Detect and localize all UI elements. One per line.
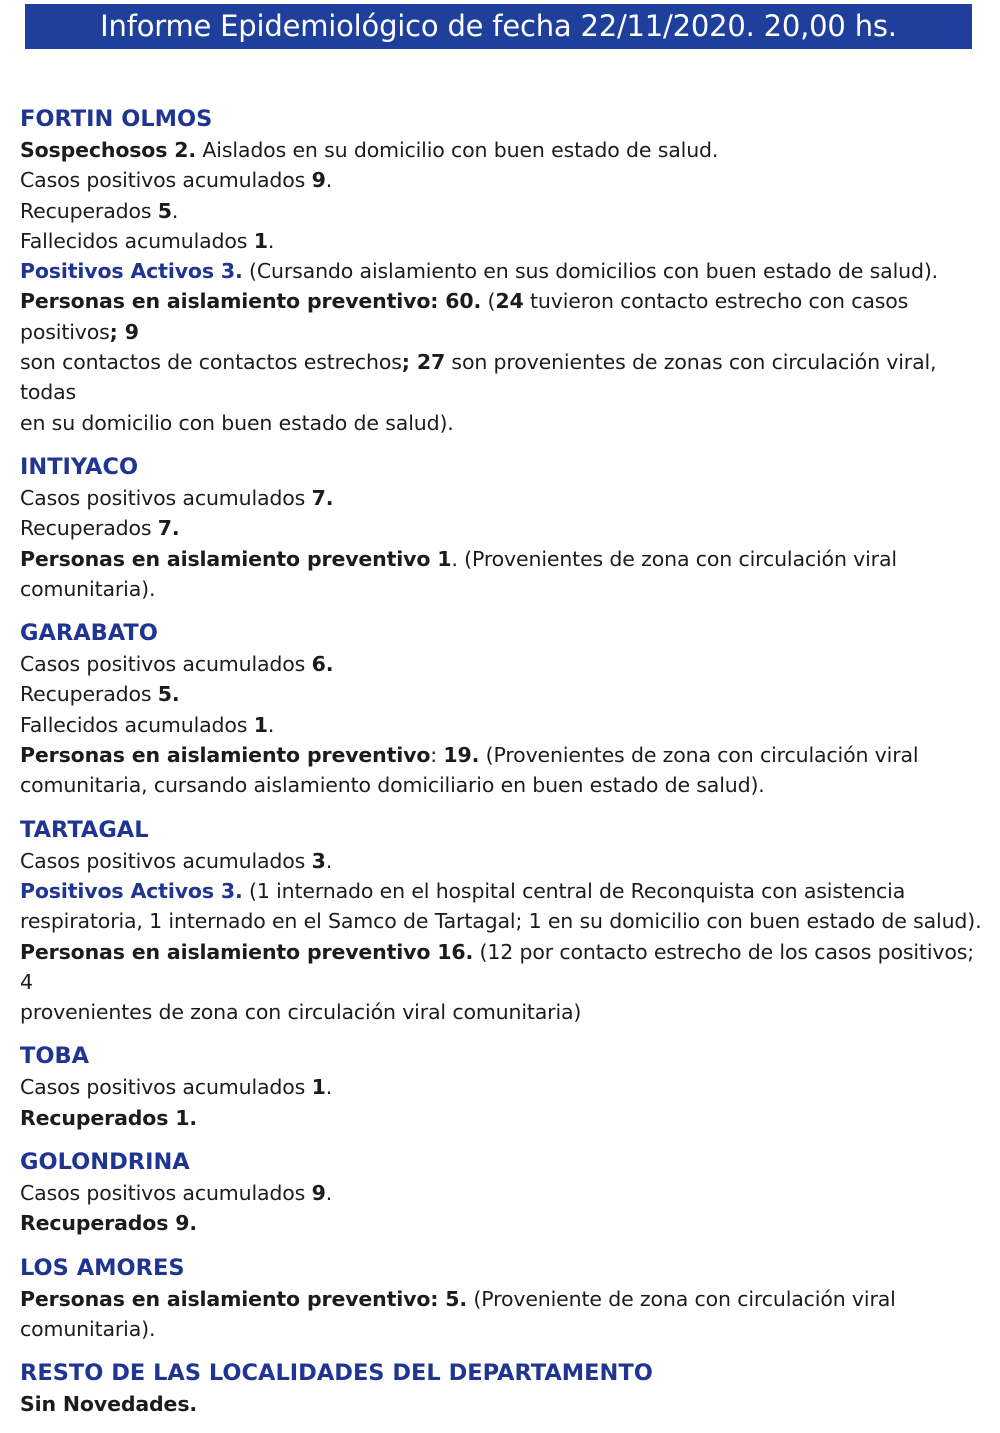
locality-heading: LOS AMORES xyxy=(20,1254,185,1281)
text-segment: 19. xyxy=(443,743,480,768)
locality-heading: FORTIN OLMOS xyxy=(20,106,213,132)
text-segment: 1 xyxy=(311,1075,326,1100)
locality-heading: GARABATO xyxy=(20,620,158,647)
report-line xyxy=(20,1103,992,1133)
text-segment: Casos positivos acumulados xyxy=(20,1181,312,1206)
locality-section xyxy=(20,814,992,1028)
text-segment: Fallecidos acumulados xyxy=(20,228,254,253)
report-line xyxy=(20,1178,992,1208)
text-segment: Casos positivos acumulados xyxy=(20,485,312,510)
report-body xyxy=(20,103,992,1433)
text-segment: 6. xyxy=(311,652,334,677)
report-line xyxy=(20,740,992,770)
report-line xyxy=(20,710,992,740)
text-segment: Aislados en su domicilio con buen estado de salud. xyxy=(196,138,719,162)
locality-section xyxy=(20,1252,992,1345)
text-segment: Positivos Activos 3. xyxy=(20,878,243,903)
report-line xyxy=(20,770,992,800)
text-segment: Casos positivos acumulados xyxy=(20,848,312,873)
text-segment: Casos positivos acumulados xyxy=(20,1075,312,1100)
text-segment: 24 xyxy=(495,289,524,314)
text-segment: ; 9 xyxy=(109,319,139,344)
text-segment: 7. xyxy=(311,485,334,510)
text-segment: comunitaria). xyxy=(20,576,156,601)
text-segment: Recuperados xyxy=(20,682,158,707)
text-segment: . xyxy=(325,1075,333,1100)
report-line xyxy=(20,1389,992,1419)
locality-section xyxy=(20,617,992,800)
locality-section xyxy=(20,103,992,438)
text-segment: Recuperados 9. xyxy=(20,1211,198,1236)
report-line xyxy=(20,286,992,347)
text-segment: en su domicilio con buen estado de salud). xyxy=(20,410,454,435)
report-line xyxy=(20,165,992,195)
locality-heading: INTIYACO xyxy=(20,453,139,480)
text-segment: . xyxy=(267,712,275,737)
report-line xyxy=(20,256,992,286)
text-segment: . (Provenientes de zona con circulación viral xyxy=(451,546,897,571)
text-segment: (1 internado en el hospital central de Reconquista con asistencia xyxy=(242,878,906,903)
text-segment: Casos positivos acumulados xyxy=(20,168,312,193)
locality-section xyxy=(20,451,992,604)
report-line xyxy=(20,1072,992,1102)
locality-heading: TOBA xyxy=(20,1043,90,1070)
text-segment: respiratoria, 1 internado en el Samco de Tartagal; 1 en su domicilio con buen estado de salud). xyxy=(20,909,982,934)
text-segment: Personas en aislamiento preventivo 1 xyxy=(20,546,452,571)
report-line xyxy=(20,513,992,543)
text-segment: 1 xyxy=(253,228,268,253)
text-segment: son contactos de contactos estrechos xyxy=(20,350,402,375)
text-segment: 5 xyxy=(157,198,172,223)
text-segment: Sospechosos 2. xyxy=(20,138,197,162)
text-segment: . xyxy=(325,848,333,873)
text-segment: Personas en aislamiento preventivo: 60. xyxy=(20,289,482,314)
text-segment: Fallecidos acumulados xyxy=(20,712,254,737)
text-segment: 9 xyxy=(311,1181,326,1206)
report-line xyxy=(20,347,992,408)
text-segment: . xyxy=(325,168,333,193)
report-line xyxy=(20,997,992,1027)
report-line xyxy=(20,649,992,679)
report-line xyxy=(20,544,992,574)
report-line xyxy=(20,937,992,998)
text-segment: Personas en aislamiento preventivo: 5. xyxy=(20,1286,468,1311)
report-line xyxy=(20,679,992,709)
report-line xyxy=(20,906,992,936)
text-segment: provenientes de zona con circulación viral comunitaria) xyxy=(20,1000,582,1025)
text-segment: 1 xyxy=(253,712,268,737)
text-segment: (12 por contacto estrecho de los casos positivos; 4 xyxy=(20,939,975,994)
text-segment: Recuperados 1. xyxy=(20,1105,198,1130)
report-line xyxy=(20,876,992,906)
text-segment: ; 27 xyxy=(401,350,446,375)
report-line xyxy=(20,1208,992,1238)
report-line xyxy=(20,196,992,226)
text-segment: (Provenientes de zona con circulación viral xyxy=(479,743,919,768)
report-title: Informe Epidemiológico de fecha 22/11/2020. 20,00 hs. xyxy=(100,9,897,43)
report-title-banner xyxy=(25,4,972,49)
text-segment: (Proveniente de zona con circulación viral comunitaria). xyxy=(20,1286,896,1341)
locality-section xyxy=(20,1040,992,1133)
text-segment: Positivos Activos 3. xyxy=(20,259,243,284)
locality-section xyxy=(20,1357,992,1419)
text-segment: Personas en aislamiento preventivo 16. xyxy=(20,939,474,964)
text-segment: son provenientes de zonas con circulación viral, todas xyxy=(20,350,937,405)
text-segment: Recuperados xyxy=(20,516,158,541)
text-segment: . xyxy=(267,228,275,253)
report-line xyxy=(20,135,992,165)
report-line xyxy=(20,408,992,438)
text-segment: 9 xyxy=(311,168,326,193)
report-line xyxy=(20,483,992,513)
text-segment: . xyxy=(171,198,179,223)
text-segment: (Cursando aislamiento en sus domicilios con buen estado de salud). xyxy=(242,259,939,284)
text-segment: Recuperados xyxy=(20,198,158,223)
text-segment: 7. xyxy=(157,516,180,541)
report-line xyxy=(20,846,992,876)
locality-heading: GOLONDRINA xyxy=(20,1149,190,1176)
text-segment: tuvieron contacto estrecho con casos positivos xyxy=(20,289,909,344)
report-line xyxy=(20,1284,992,1345)
text-segment: . xyxy=(325,1181,333,1206)
text-segment: Sin Novedades. xyxy=(20,1392,198,1417)
report-line xyxy=(20,226,992,256)
locality-section xyxy=(20,1146,992,1239)
report-line xyxy=(20,574,992,604)
text-segment: 5. xyxy=(157,682,180,707)
text-segment: Casos positivos acumulados xyxy=(20,652,312,677)
text-segment: : xyxy=(430,743,444,768)
locality-heading: TARTAGAL xyxy=(20,816,149,843)
locality-heading: RESTO DE LAS LOCALIDADES DEL DEPARTAMENTO xyxy=(20,1360,653,1387)
text-segment: comunitaria, cursando aislamiento domiciliario en buen estado de salud). xyxy=(20,773,765,798)
text-segment: Personas en aislamiento preventivo xyxy=(20,743,431,768)
text-segment: ( xyxy=(481,289,496,314)
text-segment: 3 xyxy=(311,848,326,873)
